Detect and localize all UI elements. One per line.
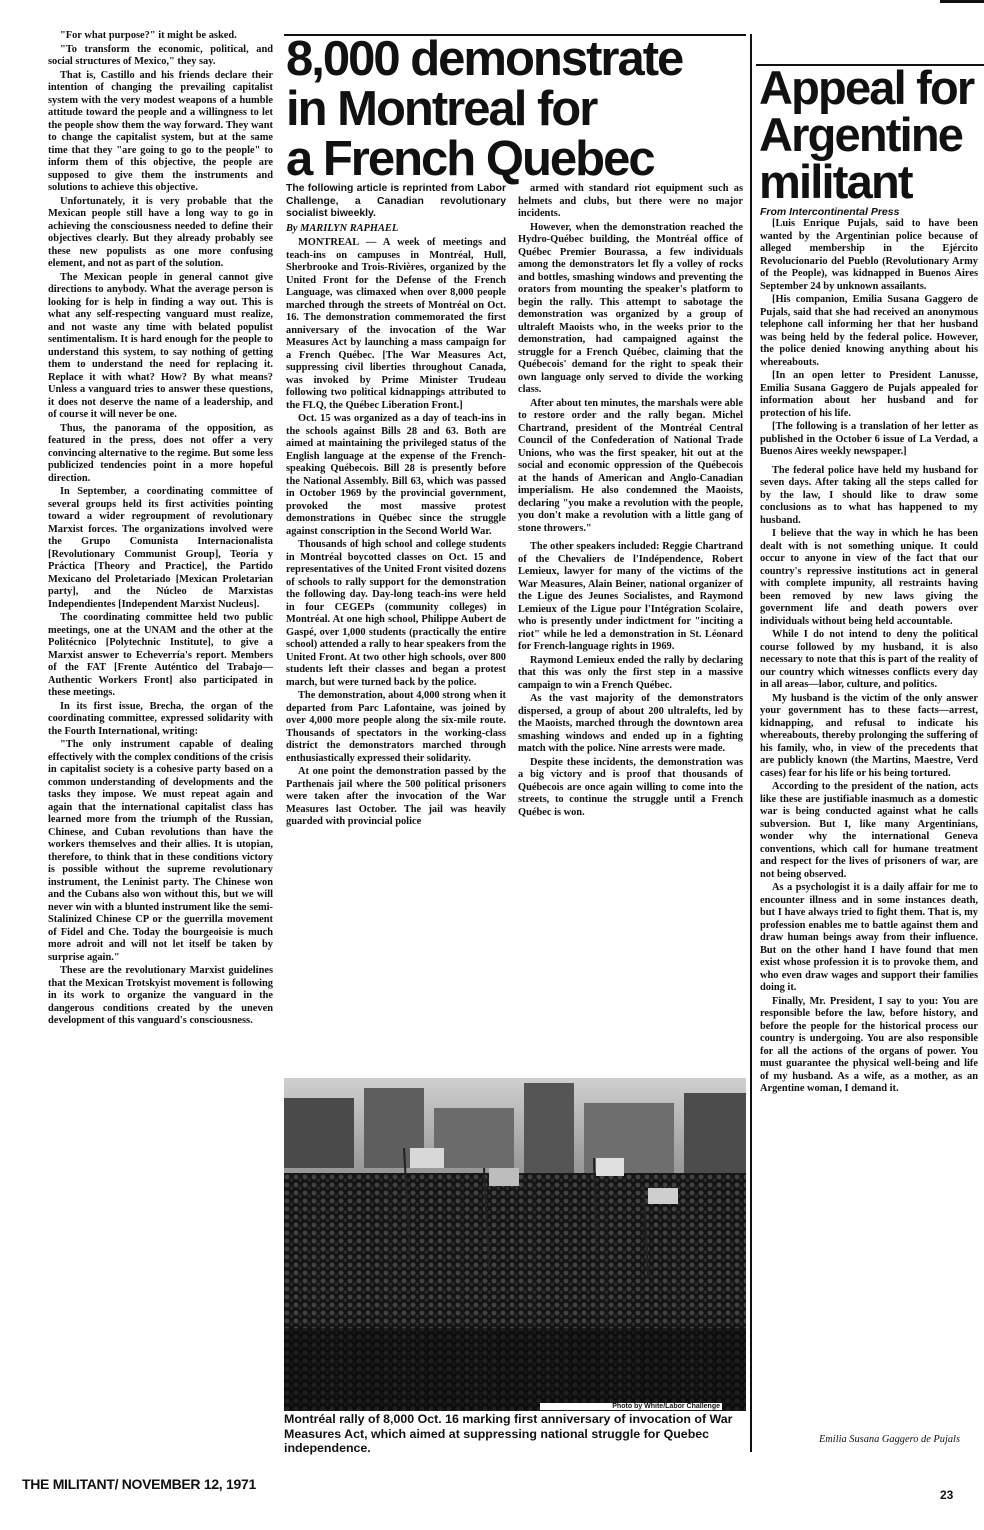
side-headline-line: Appeal for [759, 61, 974, 114]
paragraph: At one point the demonstration passed by the Parthenais jail where the 500 political prisoners were taken after the invocation of the War Measures last October. The jail was heavily guarded with provincial police [286, 766, 506, 827]
side-headline-line: Argentine [759, 108, 963, 161]
paragraph: After about ten minutes, the marshals were able to restore order and the rally began. Michel Chartrand, president of the Montréal Central Council of the Confederation of National Trade Unions, who was the first speaker, hit out at the social and economic oppression of the Québecois at the hands of American and Anglo-Canadian imperialism. He also condemned the Maoists, declaring "you make a revolution with the people, you don't make a revolution with a little gang of stone throwers." [518, 397, 743, 534]
paragraph: Unfortunately, it is very probable that the Mexican people still have a long way to go in achieving the consciousness needed to define their objectives clearly. But they already probably see these new populists as one more confusing element, and not as part of the solution. [48, 195, 273, 269]
article-intro: The following article is reprinted from Labor Challenge, a Canadian revolutionary socialist biweekly. [286, 183, 506, 219]
side-headline [759, 61, 984, 208]
paragraph: The Mexican people in general cannot give directions to anybody. What the average person is looking for is help in finding a way out. This is what any self-respecting vanguard must realize, and not waste any time with belated populist sentimentalism. It is hard enough for the people to understand this system, to say nothing of getting them to understand the need for replacing it. Replace it with what? How? By what means? Unless a vanguard tries to answer these questions, it does not deserve the name of a leadership, and of course it will never be one. [48, 271, 273, 420]
side-source-line: From Intercontinental Press [760, 206, 900, 218]
letter-signature: Emilia Susana Gaggero de Pujals [818, 1434, 960, 1445]
paragraph: Thus, the panorama of the opposition, as featured in the press, does not offer a very convincing alternative to the regime. But some less publicized tendencies point in a more hopeful direction. [48, 422, 273, 484]
paragraph: [His companion, Emilia Susana Gaggero de Pujals, said that she had received an anonymous telephone call informing her that her husband was being held by the federal police. However, the police denied knowing anything about his whereabouts. [760, 294, 978, 368]
left-column-article [48, 30, 273, 1460]
paragraph: Despite these incidents, the demonstration was a big victory and is proof that thousands of Québecois are once again willing to come into the streets, to continue the struggle until a French Québec is won. [518, 756, 743, 818]
paragraph: MONTREAL — A week of meetings and teach-ins on campuses in Montréal, Hull, Sherbrooke and Trois-Rivières, organized by the United Front for the Defense of the French Language, was climaxed when over 8,000 people marched through the streets of Montréal on Oct. 16. The demonstration commemorated the first anniversary of the invocation of the War Measures Act by launching a mass campaign for a French Québec. [The War Measures Act, suppressing civil liberties throughout Canada, was invoked by Prime Minister Trudeau following two political kidnappings attributed to the FLQ, the Québec Liberation Front.] [286, 237, 506, 411]
paragraph: Oct. 15 was organized as a day of teach-ins in the schools against Bills 28 and 63. Both are aimed at maintaining the privileged status of the English language at the expense of the French-speaking Québecois. Bill 28 is presently before the National Assembly. Bill 63, which was passed in October 1969 by the provincial government, provoked the most massive protest demonstrations in Québec since the struggle against conscription in the Second World War. [286, 413, 506, 537]
main-article-column-2 [518, 183, 743, 1073]
paragraph: However, when the demonstration reached the Hydro-Québec building, the Montréal office of Québec Premier Bourassa, a few individuals among the demonstrators let fly a volley of rocks and bottles, smashing windows and preventing the orators from mounting the speaker's platform to begin the rally. This attempt to sabotage the demonstration was organized by a group of ultraleft Maoists who, in the weeks prior to the demonstration, had campaigned against the struggle for a French Québec, claiming that the Québecois' demand for the right to speak their own language only served to divide the working class. [518, 221, 743, 395]
paragraph: [In an open letter to President Lanusse, Emilia Susana Gaggero de Pujals appealed for information about her husband and for protection of his life. [760, 370, 978, 419]
main-headline-line: in Montreal for [286, 82, 597, 136]
paragraph: As a psychologist it is a daily affair for me to encounter illness and in some instances death, but I have always tried to fight them. That is, my profession enables me to battle against them and draw human beings away from their influence. But on the other hand I have found that men exist whose profession it is to provoke them, and who even draw wages and support their families doing it. [760, 882, 978, 993]
paragraph: The other speakers included: Reggie Chartrand of the Chevaliers de l'Indépendence, Robert Lemieux, lawyer for many of the victims of the War Measures, Alain Beiner, national organizer of the Ligue des Jeunes Socialistes, and Raymond Lemieux of the Ligue pour l'Intégration Scolaire, who is presently under indictment for "inciting a riot" while he led a demonstration in St. Léonard for French-language rights in 1969. [518, 541, 743, 652]
paragraph: "The only instrument capable of dealing effectively with the complex conditions of the crisis in capitalist society is a cohesive party based on a common understanding of developments and the tasks they impose. We must repeat again and again that the international capitalist class has learned more from the triumph of the Russian, Chinese, and Cuban revolutions than have the workers themselves and their allies. It is utopian, therefore, to think that in these conditions victory is possible without the supreme revolutionary instrument, the Leninist party. The Chinese won and the Cubans also won without this, but we will never win with a blunted instrument like the semi-Stalinized Chinese CP or the guerrilla movement of Fidel and Che. Today the bourgeoisie is much more adroit and will not let itself be taken by surprise again." [48, 739, 273, 963]
page-number: 23 [940, 1488, 954, 1502]
main-headline-line: a French Quebec [286, 132, 654, 186]
paragraph: In its first issue, Brecha, the organ of the coordinating committee, expressed solidarity with the Fourth International, writing: [48, 700, 273, 737]
rally-photo-image [284, 1078, 746, 1411]
side-headline-line: militant [759, 155, 912, 208]
paragraph: Thousands of high school and college students in Montréal boycotted classes on Oct. 15 and representatives of the United Front visited dozens of schools to rally support for the demonstration the following day. Day-long teach-ins were held in four CEGEPs (community colleges) in Montréal. At one high school, Philippe Aubert de Gaspé, over 1,000 students (practically the entire school) attended a rally to hear speakers from the United Front. At two other high schools, over 800 students left their classes and began a protest march, but were turned back by the police. [286, 539, 506, 688]
footer-masthead: THE MILITANT/ NOVEMBER 12, 1971 [22, 1476, 256, 1492]
main-headline [286, 34, 746, 184]
paragraph: [The following is a translation of her letter as published in the October 6 issue of La Verdad, a Buenos Aires weekly newspaper.] [760, 421, 978, 457]
paragraph: Finally, Mr. President, I say to you: You are responsible before the law, before history, and before the people for the historical process our country is undergoing. You are also responsible for all the actions of the organs of power. You must guarantee the physical well-being and life of my husband. As a wife, as a mother, as an Argentine woman, I demand it. [760, 995, 978, 1094]
paragraph: [Luis Enrique Pujals, said to have been wanted by the Argentinian police because of alleged membership in the Ejército Revolucionario del Pueblo (Revolutionary Army of the People), was kidnapped in Buenos Aires September 24 by unknown assailants. [760, 218, 978, 292]
paragraph: The federal police have held my husband for seven days. After taking all the steps called for by the law, I should like to draw some conclusions as to what has happened to my husband. [760, 464, 978, 526]
paragraph: I believe that the way in which he has been dealt with is not something unique. It could occur to anyone in view of the fact that our country's repressive institutions act in general with complete impunity, all restraints having been removed by new laws giving the government life and death powers over individuals without being held accountable. [760, 528, 978, 627]
paragraph: armed with standard riot equipment such as helmets and clubs, but there were no major incidents. [518, 183, 743, 219]
top-edge-mark [940, 0, 984, 3]
paragraph: "To transform the economic, political, and social structures of Mexico," they say. [48, 43, 273, 67]
paragraph: Raymond Lemieux ended the rally by declaring that this was only the first step in a massive campaign to win a French Québec. [518, 654, 743, 691]
paragraph: The coordinating committee held two public meetings, one at the UNAM and the other at the Politécnico [Polytechnic Institute], to give a Marxist answer to Echeverría's report. Members of the FAT [Frente Auténtico del Trabajo—Authentic Workers Front] also participated in these meetings. [48, 612, 273, 698]
photo-caption: Montréal rally of 8,000 Oct. 16 marking first anniversary of invocation of War Measures Act, which aimed at suppressing national struggle for Quebec independence. [284, 1412, 733, 1455]
main-headline-line: 8,000 demonstrate [286, 32, 683, 86]
byline: By MARILYN RAPHAEL [286, 223, 399, 234]
side-article-body [760, 218, 978, 1448]
photo-credit: Photo by White/Labor Challenge [540, 1403, 722, 1410]
paragraph: The demonstration, about 4,000 strong when it departed from Parc Lafontaine, was joined by over 4,000 more people along the six-mile route. Thousands of spectators in the working-class district the demonstrators marched through enthusiastically expressed their solidarity. [286, 690, 506, 764]
paragraph: That is, Castillo and his friends declare their intention of changing the prevailing capitalist system with the very modest weapons of a humble attitude toward the people and a willingness to let the people show them the way forward. They want to change the capitalist system, but at the same time that they "are going to go to the people" to inform them of this objective, the people are supposed to give them the instruments and solutions to achieve this objective. [48, 69, 273, 193]
paragraph: In September, a coordinating committee of several groups held its first activities pointing toward a wider regroupment of revolutionary Marxist forces. The organizations involved were the Grupo Comunista Internacionalista [Revolutionary Communist Group], Teoría y Práctica [Theory and Practice], the Partido Mexicano del Proletariado [Mexican Proletarian party], and the Núcleo de Marxistas Independientes [Independent Marxist Nucleus]. [48, 486, 273, 610]
paragraph: While I do not intend to deny the political course followed by my husband, it is also necessary to note that this is part of the reality of our country which witnesses conflicts every day in all areas—labor, culture, and politics. [760, 629, 978, 690]
main-article-column-1 [286, 237, 506, 1073]
paragraph: As the vast majority of the demonstrators dispersed, a group of about 200 ultralefts, led by the Maoists, marched through the downtown area smashing windows and ended up in a fighting match with the police. Nine arrests were made. [518, 693, 743, 754]
paragraph: My husband is the victim of the only answer your government has to these facts—arrest, kidnapping, and refusal to indicate his whereabouts, thereby prolonging the suffering of his family, who, in view of the precedents that are publicly known (the Martins, Maestre, Verd cases) fear for his life or his being tortured. [760, 692, 978, 779]
rally-photo [284, 1078, 746, 1411]
paragraph: "For what purpose?" it might be asked. [60, 30, 237, 41]
column-divider [750, 34, 752, 1452]
paragraph: These are the revolutionary Marxist guidelines that the Mexican Trotskyist movement is following in its work to organize the vanguard in the dangerous conditions created by the uneven development of this vanguard's consciousness. [48, 965, 273, 1026]
paragraph: According to the president of the nation, acts like these are justifiable inasmuch as a domestic war is being conducted against what he calls subversion. But I, like many Argentinians, wonder why the international Geneva conventions, which call for humane treatment and respect for the lives of prisoners of war, are not being observed. [760, 781, 978, 880]
